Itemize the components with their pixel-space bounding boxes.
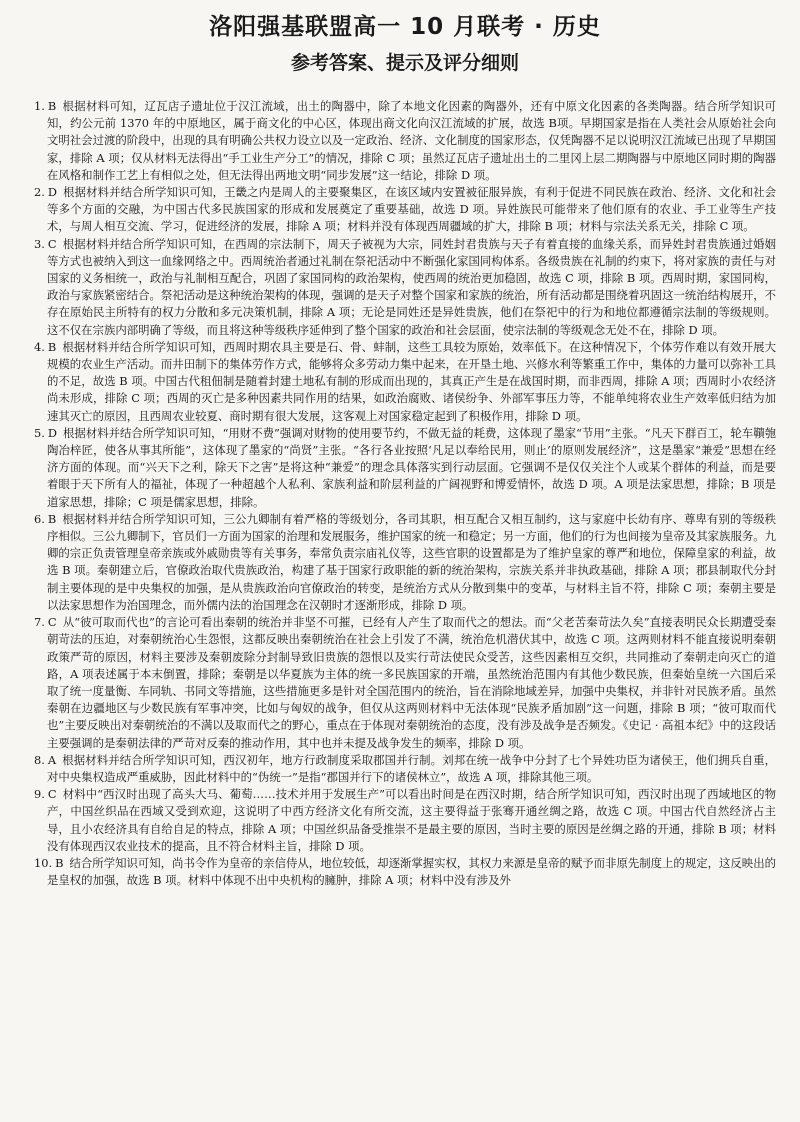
answer-key: D [47, 425, 58, 440]
answer-item-2 [34, 184, 776, 236]
answer-number: 9. [34, 787, 45, 802]
answer-number: 10. [34, 855, 53, 870]
answer-key: B [47, 99, 57, 113]
answer-key: B [47, 339, 57, 354]
answer-number: 2. [34, 185, 45, 200]
answer-explanation: 根据材料并结合所学知识可知，三公九卿制有着严格的等级划分，各司其职，相互配合又相互制约，这与家庭中长幼有序、尊卑有别的等级秩序相似。三公九卿制下，官员们一方面为国家的治理和发展服务，维护国家的统一和稳定；另一方面，他们的行为也间接为皇帝及其家族服务。九卿的宗正负责管理皇帝亲族或外戚勋贵等有关事务，奉常负责宗庙礼仪等，这些官职的设置都是为了维护皇家的尊严和地位，保障皇家的利益，故选 B 项。秦朝建立后，官僚政治取代贵族政治，构建了基于国家行政职能的新的统治架构，宗族关系并非执政基础，排除 A 项；郡县制取代分封制主要体现的是中央集权的加强，是从贵族政治向官僚政治的转变，是统治方式从分散到集中的变革，与材料主旨不符，排除 C 项；秦朝主要是以法家思想作为治国理念，而外儒内法的治国理念在汉朝时才逐渐形成，排除 D 项。 [47, 511, 777, 612]
answer-item-4 [34, 339, 776, 425]
answer-item-6 [34, 511, 776, 614]
answer-explanation: 根据材料并结合所学知识可知，西周时期农具主要是石、骨、蚌制，这些工具较为原始，效率低下。在这种情况下，个体劳作难以有效开展大规模的农业生产活动。而井田制下的集体劳作方式，能够将众多劳动力集中起来，在开垦土地、兴修水利等繁重工作中，集体的力量可以弥补工具的不足，故选 B 项。中国古代租佃制是随着封建土地私有制的形成而出现的，其真正产生是在战国时期，而非西周，排除 A 项；西周时小农经济尚未形成，排除 C 项；西周的灭亡是多种因素共同作用的结果，如政治腐败、诸侯纷争、外部军事压力等，不能单纯将农业生产效率低归结为加速其灭亡的原因，且西周农业较夏、商时期有很大发展，这客观上对国家稳定起到了积极作用，排除 D 项。 [47, 339, 777, 423]
answer-key: C [47, 787, 57, 802]
answer-explanation: 根据材料并结合所学知识可知，“用财不费”强调对财物的使用要节约，不做无益的耗费，这体现了墨家“节用”主张。“凡天下群百工，轮车鞼匏陶冶梓匠，使各从事其所能”，这体现了墨家的“尚贤”主张。“各行各业按照‘凡足以奉给民用，则止’的原则发展经济”，这是墨家“兼爱”思想在经济方面的体现。而“兴天下之利，除天下之害”是将这种“兼爱”的理念具体落实到行动层面。它强调不是仅仅关注个人或某个群体的利益，而是要着眼于天下所有人的福祉，体现了一种超越个人私利、家族利益和阶层利益的广阔视野和博爱情怀，故选 D 项。A 项是法家思想，排除；B 项是道家思想，排除；C 项是儒家思想，排除。 [47, 425, 776, 509]
answer-key: D [47, 185, 58, 200]
answer-key: C [47, 236, 57, 251]
answer-list [34, 98, 776, 889]
answer-key: C [47, 615, 57, 630]
answer-explanation: 根据材料可知，辽瓦店子遗址位于汉江流域，出土的陶器中，除了本地文化因素的陶器外，还有中原文化因素的各类陶器。结合所学知识可知，约公元前 1370 年的中原地区，属于商文化的中心区，体现出商文化向汉江流域的扩展，故选 B项。早期国家是指在人类社会从原始社会向文明社会过渡的阶段中，出现的具有明确公共权力设立以及一定政治、经济、文化制度的国家形态，仅凭陶器不足以说明汉江流域已出现了早期国家，排除 A 项；仅从材料无法得出“手工业生产分工”的情况，排除 C 项；虽然辽瓦店子遗址出土的二里冈上层二期陶器与中原地区同时期的陶器在风格和制作工艺上有相似之处，但无法得出两地文明“同步发展”这一结论，排除 D 项。 [47, 99, 777, 182]
answer-explanation: 从“彼可取而代也”的言论可看出秦朝的统治并非坚不可摧，已经有人产生了取而代之的想法。而“父老苦秦苛法久矣”直接表明民众长期遭受秦朝苛法的压迫，对秦朝统治心生怨恨，这都反映出秦朝统治在社会上引发了不满，统治危机潜伏其中，故选 C 项。这两则材料不能直接说明秦朝政策严苛的原因，材料主要涉及秦朝废除分封制导致旧贵族的怨恨以及实行苛法使民众受苦，这些因素相互交织，共同推动了秦朝走向灭亡的道路，A 项表述属于本末倒置，排除；秦朝是以华夏族为主体的统一多民族国家的开端，虽然统治范围内有其他少数民族，但秦始皇统一六国后采取了统一度量衡、车同轨、书同文等措施，这些措施更多是针对全国范围内的统治，旨在消除地域差异，加强中央集权，并非针对民族矛盾。虽然秦朝在边疆地区与少数民族有军事冲突，比如与匈奴的战争，但仅从这两则材料中无法体现“民族矛盾加剧”这一问题，排除 B 项；“彼可取而代也”主要反映出对秦朝统治的不满以及取而代之的野心，重点在于体现对秦朝统治的态度，没有涉及战争是否频发。《史记 · 高祖本纪》中的这段话主要强调的是秦朝法律的严苛对反秦的推动作用，其中也并未提及战争发生的频率，排除 D 项。 [47, 615, 777, 750]
page-title: 洛阳强基联盟高一 10 月联考 · 历史 [209, 14, 601, 40]
answer-explanation: 根据材料并结合所学知识可知，西汉初年，地方行政制度采取郡国并行制。刘邦在统一战争中分封了七个异姓功臣为诸侯王，他们拥兵自重，对中央集权造成严重威胁，因此材料中的“伪统一”是指“郡国并行下的诸侯林立”，故选 A 项，排除其他三项。 [47, 752, 776, 784]
page-subtitle: 参考答案、提示及评分细则 [290, 52, 519, 74]
answer-number: 8. [34, 752, 45, 767]
answer-item-10 [34, 855, 776, 889]
answer-explanation: 结合所学知识可知，尚书令作为皇帝的亲信侍从，地位较低，却逐渐掌握实权，其权力来源是皇帝的赋予而非原先制度上的规定，这反映出的是皇权的加强，故选 B 项。材料中体现不出中央机构的臃肿，排除 A 项；材料中没有涉及外 [47, 855, 776, 888]
answer-item-9 [34, 786, 776, 855]
answer-item-7 [34, 614, 776, 752]
answer-number: 6. [34, 511, 45, 526]
answer-number: 4. [34, 339, 45, 354]
answer-number: 3. [34, 236, 45, 251]
answer-key: B [55, 855, 64, 870]
answer-item-1 [34, 98, 776, 184]
answer-item-3 [34, 236, 776, 339]
answer-number: 7. [34, 615, 45, 630]
answer-key: A [47, 752, 57, 767]
answer-explanation: 根据材料并结合所学知识可知，在西周的宗法制下，周天子被视为大宗，同姓封君贵族与天子有着直接的血缘关系，而异姓封君贵族通过婚姻等方式也被纳入到这一血缘网络之中。西周统治者通过礼制在祭祀活动中不断强化家国同构体系。各级贵族在礼制的约束下，将对家族的责任与对国家的义务相统一，政治与礼制相互配合，巩固了家国同构的政治架构，使西周的统治更加稳固，故选 C 项，排除 B 项。西周时期，家国同构，政治与家族紧密结合。祭祀活动是这种统治架构的体现，强调的是天子对整个国家和家族的统治，所有活动都是围绕着巩固这一统治结构展开，不存在原始民主所特有的权力分散和多元决策机制，排除 A 项；无论是同姓还是异姓贵族，他们在祭祀中的行为和地位都遵循宗法制的等级规则。这不仅在宗族内部明确了等级，而且将这种等级秩序延伸到了整个国家的政治和社会层面，使宗法制的等级观念无处不在，排除 D 项。 [47, 236, 777, 337]
answer-explanation: 材料中“西汉时出现了高头大马、葡萄……技术并用于发展生产”可以看出时间是在西汉时期，结合所学知识可知，西汉时出现了西域地区的物产，中国丝织品在西域又受到欢迎，这说明了中西方经济文化有所交流，这主要得益于张骞开通丝绸之路，故选 C 项。中国古代自然经济占主导，且小农经济具有自给自足的特点，排除 A 项；中国丝织品备受推崇不是最主要的原因，当时主要的原因是丝绸之路的开通，排除 B 项；材料没有体现西汉农业技术的提高，且不符合材料主旨，排除 D 项。 [47, 787, 776, 853]
answer-number: 1. [34, 99, 45, 113]
answer-key: B [47, 511, 57, 526]
answer-explanation: 根据材料并结合所学知识可知，王畿之内是周人的主要聚集区，在该区域内安置被征服异族，有利于促进不同民族在政治、经济、文化和社会等多个方面的交融，为中国古代多民族国家的形成和发展奠定了重要基础，故选 D 项。异姓族民可能带来了他们原有的农业、手工业等生产技术，与周人相互交流、学习，促进经济的发展，排除 A 项；材料并没有体现西周疆域的扩大，排除 B 项；材料与宗法关系无关，排除 C 项。 [47, 185, 776, 234]
answer-number: 5. [34, 425, 45, 440]
answer-item-5 [34, 425, 776, 511]
answer-item-8 [34, 752, 776, 786]
